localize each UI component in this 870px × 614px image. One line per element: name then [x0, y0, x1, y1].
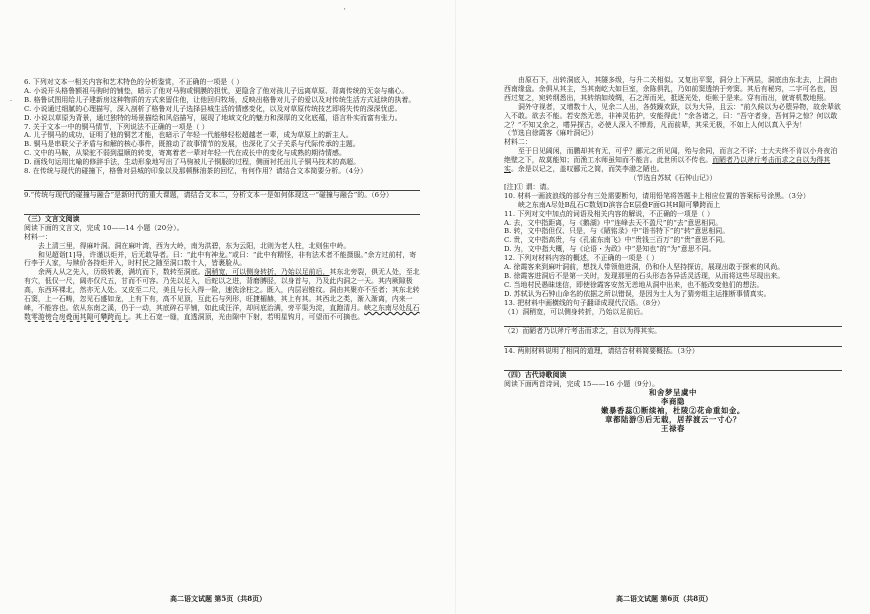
q12-option-c: C. 当地村民愚昧迷信，即使徐霞客安然无恙地从洞中出来，也不能改变他们的想法。	[504, 280, 764, 289]
section4-intro: 阅读下面两首诗词，完成 15——16 小题（9分）。	[504, 380, 660, 389]
section4-heading: （四）古代诗歌阅读	[504, 371, 567, 380]
material1-para3-b: 其东北旁裂，俱无人处，至北有穴，低仅一尺，阔亦仅尺五，甘而不可容。乃先以足入，后蛇以之进，背磨膊胫，以身首与，乃及此内洞之一天。其内厥隙极高，东西环裸北，然亦无人处。又皮至二尺，美且与长入得一险，速洗涂柱之。既入，内层岩锥纹。洞由其聚亦不至者；其东北转石窦，上一石畴，忽见石盛如龙，上有下有，高不见顶，互此石与列形，旺捷楣赫，其上有其。其西北之类，渐入渐离，内来一崃，不能容也。依从东南之溪，仍于一动，其底碎石平铺，如此成汪洋，却问底治满，旁平渠为淀，直跑清月。	[24, 268, 420, 312]
q7-option-c: C. 文中的马鞍，从梁驼不弱到温顺的转变，寄寓着老一辈对年轻一代在成长中的变化与成熟的期待情感。	[24, 149, 346, 158]
material1-para3	[24, 268, 420, 321]
q12-stem: 12. 下列对材料内容的概述，不正确的一项是（ ）	[504, 254, 659, 263]
q10-stem: 10. 材料一画波浪线的部分有三处需要断句，请用铅笔将答题卡上相应位置的答案标号涂黑。（3分）	[504, 191, 810, 200]
page-fold	[455, 0, 456, 614]
material1-cont2: 洞外守视者，又增数十人，见余二人出，各鼓躁欢跃，以为大异，且云：“前久候以为必堕异物，故余辈欲入不敢。欲去不能。若安然无恙，非神灵佑护，安能得此！”余各诸之，曰：“吾守者身，吾何异之惊？何以敢之？”不知又余之，嗜异探古，必使人深入不惮焉，凡而前辈，其采无极，不如上人何以真入乎为！	[504, 102, 841, 129]
top-tick-mark: '	[344, 8, 346, 15]
right-page	[504, 76, 842, 434]
q12-option-a: A. 徐霞客来到麻叶洞前，想找人带领他进洞，仍和仆人坚持探访，展现出敢于探索的风尚。	[504, 263, 785, 272]
right-footer: 高二语文试题 第6页（共8页）	[616, 594, 713, 603]
underlined-sentence-1: 洞稍宽，可以侧身转折，乃始以足前后，	[204, 268, 330, 277]
q11-option-d: D. 为，文中指大概，与《论语・为政》中“是知也”的“为”意思不同。	[504, 245, 716, 254]
q13-part2: （2）而陋者乃以斧斤考击而求之，自以为得其实。	[504, 327, 662, 336]
q10-sentence: 峡之东南A尽处B乱石C数划D滨容合E层叠F面G其H隙可攀跨而上	[518, 200, 721, 209]
q6-option-d: D. 小说以草原为背景，通过独特的场景描绘和风俗描写，展现了地域文化的魅力和深厚的文化底蕴，语言朴实而富有张力。	[24, 113, 402, 122]
q14-stem: 14. 两则材料说明了相同的道理，请结合材料简要概括。（3分）	[504, 347, 699, 356]
left-footer: 高二语文试题 第5页（共8页）	[170, 594, 267, 603]
q11-option-a: A. 去，文中指距离，与《鹅湖》中“连峰去天不盈尺”的“去”意思相同。	[504, 218, 723, 227]
material2-source: （节选自苏轼《石钟山记》）	[629, 173, 717, 182]
material1-para3-c: 。其上石宽一缝，直透洞顶，光由隙中下射，若明星钩月，可望而不可摘也。	[128, 312, 365, 321]
q7-stem: 7. 关于文本一中的铜马情节，下列说法不正确的一项是（ ）	[24, 122, 209, 131]
poem-title: 和舍梦呈虞中	[649, 388, 697, 398]
q7-option-b: B. 铜马是串联父子矛盾与和解的核心事件，既推动了故事情节的发展，也深化了父子关系与代际传承的主题。	[24, 140, 360, 149]
poem-author: 李商隐	[661, 397, 685, 406]
material1-para3-a: 余两人从之先入，历级转裹，满坑而下，数转至洞底。	[38, 268, 205, 277]
material2-label: 材料二：	[504, 138, 532, 147]
wavy-sentence: 峡之东南尽处乱石数零游傍合房叠面其隙可攀跨而上	[24, 303, 420, 321]
material1-label: 材料一：	[24, 232, 52, 241]
material2-body-1: 至于日见阔闲，而鹏却其有无，可乎？郦元之所见闻，殆与余同，而言之不详；士大夫终不肯以小舟夜泊绝壁之下，故莫能知；而渔工水师虽知而不能言。此世所以不传也。	[504, 147, 838, 165]
q11-stem: 11. 下列对文中加点的词语及相关内容的解说，不正确的一项是（ ）	[504, 209, 714, 218]
q11-option-b: B. 转，文中指但仅、只是，与《陋铭录》中“诣书特下”的“转”意思相同。	[504, 227, 730, 236]
material1-para2: 和见超诣[1]导，许谨以炬并，后无敢导者。曰：“此中有神龙。”或曰：“此中有精怪，非有法术者不能摄服。”余方过前村，寄行李于人家，与赎价各持炬并入，时村民之随至洞口数十人，皆裹脸从。	[24, 250, 417, 268]
q6-option-b: B. 格鲁试图用给儿子建新房这种物质的方式来留住他，让他回归牧场，反映出格鲁对儿子的爱以及对传统生活方式延续的执着。	[24, 95, 416, 104]
section3-heading: （三）文言文阅读	[24, 214, 80, 223]
section3-intro: 阅读下面的文言文，完成 10——14 小题（20分）。	[24, 223, 184, 232]
q7-option-d: D. 画线句运用比喻的修辞手法，生动形象地写出了马驹被儿子铜服的过程，侧面衬托出儿子铜马技术的高超。	[24, 158, 361, 167]
material1-para1: 去上清三里，得麻叶洞。洞在麻叶湾，西为大岭，南为洪碧，东为云阳，北则为老人柱，北则隹中岭。	[38, 241, 351, 250]
q13-part1: （1）洞稍宽，可以侧身转折，乃始以足前后。	[504, 307, 648, 316]
q12-option-d: D. 苏轼认为石钟山命名的依据之所以错误，是因为士人为了猜旁组主运推断事情真实。	[504, 289, 771, 298]
q11-option-c: C. 贵，文中指高贵，与《孔雀东南飞》中“贵钱三百万”的“贵”意思不同。	[504, 236, 730, 245]
q6-stem: 6. 下列对文本一相关内容和艺术特色的分析鉴赏，不正确的一项是（ ）	[24, 78, 244, 86]
q6-option-a: A. 小说开头格鲁额祖马驹时的铺垫，暗示了他对马驹或铜膜的担忧，更隐含了他对孩儿子远离草原、背离传统的无奈与痛心。	[24, 86, 409, 95]
material2-body	[504, 147, 842, 174]
poem2-author: 王禄春	[661, 423, 685, 433]
poem-line-1: 嫩暴香蕊①断续袖，杜陵②花命重如金。	[601, 405, 745, 415]
material1-cont1: 由原石下，出转洞底入，其隧多级，与升二关相似。又复出平窦，洞分上下两层，洞底由东北去，上洞由西南缘盘。余俱从其主，当其南屹大如巨室，余陈俱乳，乃如前窦透纳于旁窦。其后有秘窍，二字可名也，因西过复之，宛转纲悉出，其转纳如绫绸，石之浑而光，抵逐光处，炬帐于是来。穿有而出，就寄机数地照。	[504, 76, 838, 102]
poem-line-2: 章都陆游③后无载，居荐渡云一寸心？	[605, 414, 741, 424]
q8-stem: 8. 在传统与现代的碰撞下，格鲁对县城的印象以及那顿酥油茶的回忆，有何作用？请结合文本简要分析。（4分）	[24, 167, 368, 176]
q13-stem: 13. 把材料中画横线的句子翻译成现代汉语。（8分）	[504, 298, 665, 307]
material1-source: （节选自徐霞客《麻叶洞记》）	[504, 129, 598, 138]
left-page	[24, 78, 420, 322]
q12-option-b: B. 徐霞客进洞后不是第一关时，发现那里的石头形态各异活灵活现，从而将这些尽现出来。	[504, 271, 785, 280]
underlined-sentence-2: 而陋者乃以斧斤考击而求之自以为得其实	[504, 156, 831, 174]
q6-option-c: C. 小说通过细腻的心理描写，深入剖析了格鲁对儿子选择县城生活的情感变化，以及对草原传统技艺即将失传的深深忧虑。	[24, 104, 402, 113]
material2-body-2: 。余是以记之，盖叹郦元之简，而笑李渤之陋也。	[510, 165, 664, 174]
q9-stem: 9.“传统与现代的碰撞与融合”是新时代的重大课题，请结合文本二，分析文本一是如何体现这一“碰撞与融合”的。（6分）	[24, 190, 393, 199]
left-dot-mark: .	[10, 96, 12, 103]
annotation-notes: [注]① 谓：请。	[504, 182, 554, 191]
q7-option-a: A. 儿子铜马的成功，证明了他的铜艺才能，也暗示了年轻一代能够轻松超越老一辈，成为草原上的新主人。	[24, 131, 353, 140]
